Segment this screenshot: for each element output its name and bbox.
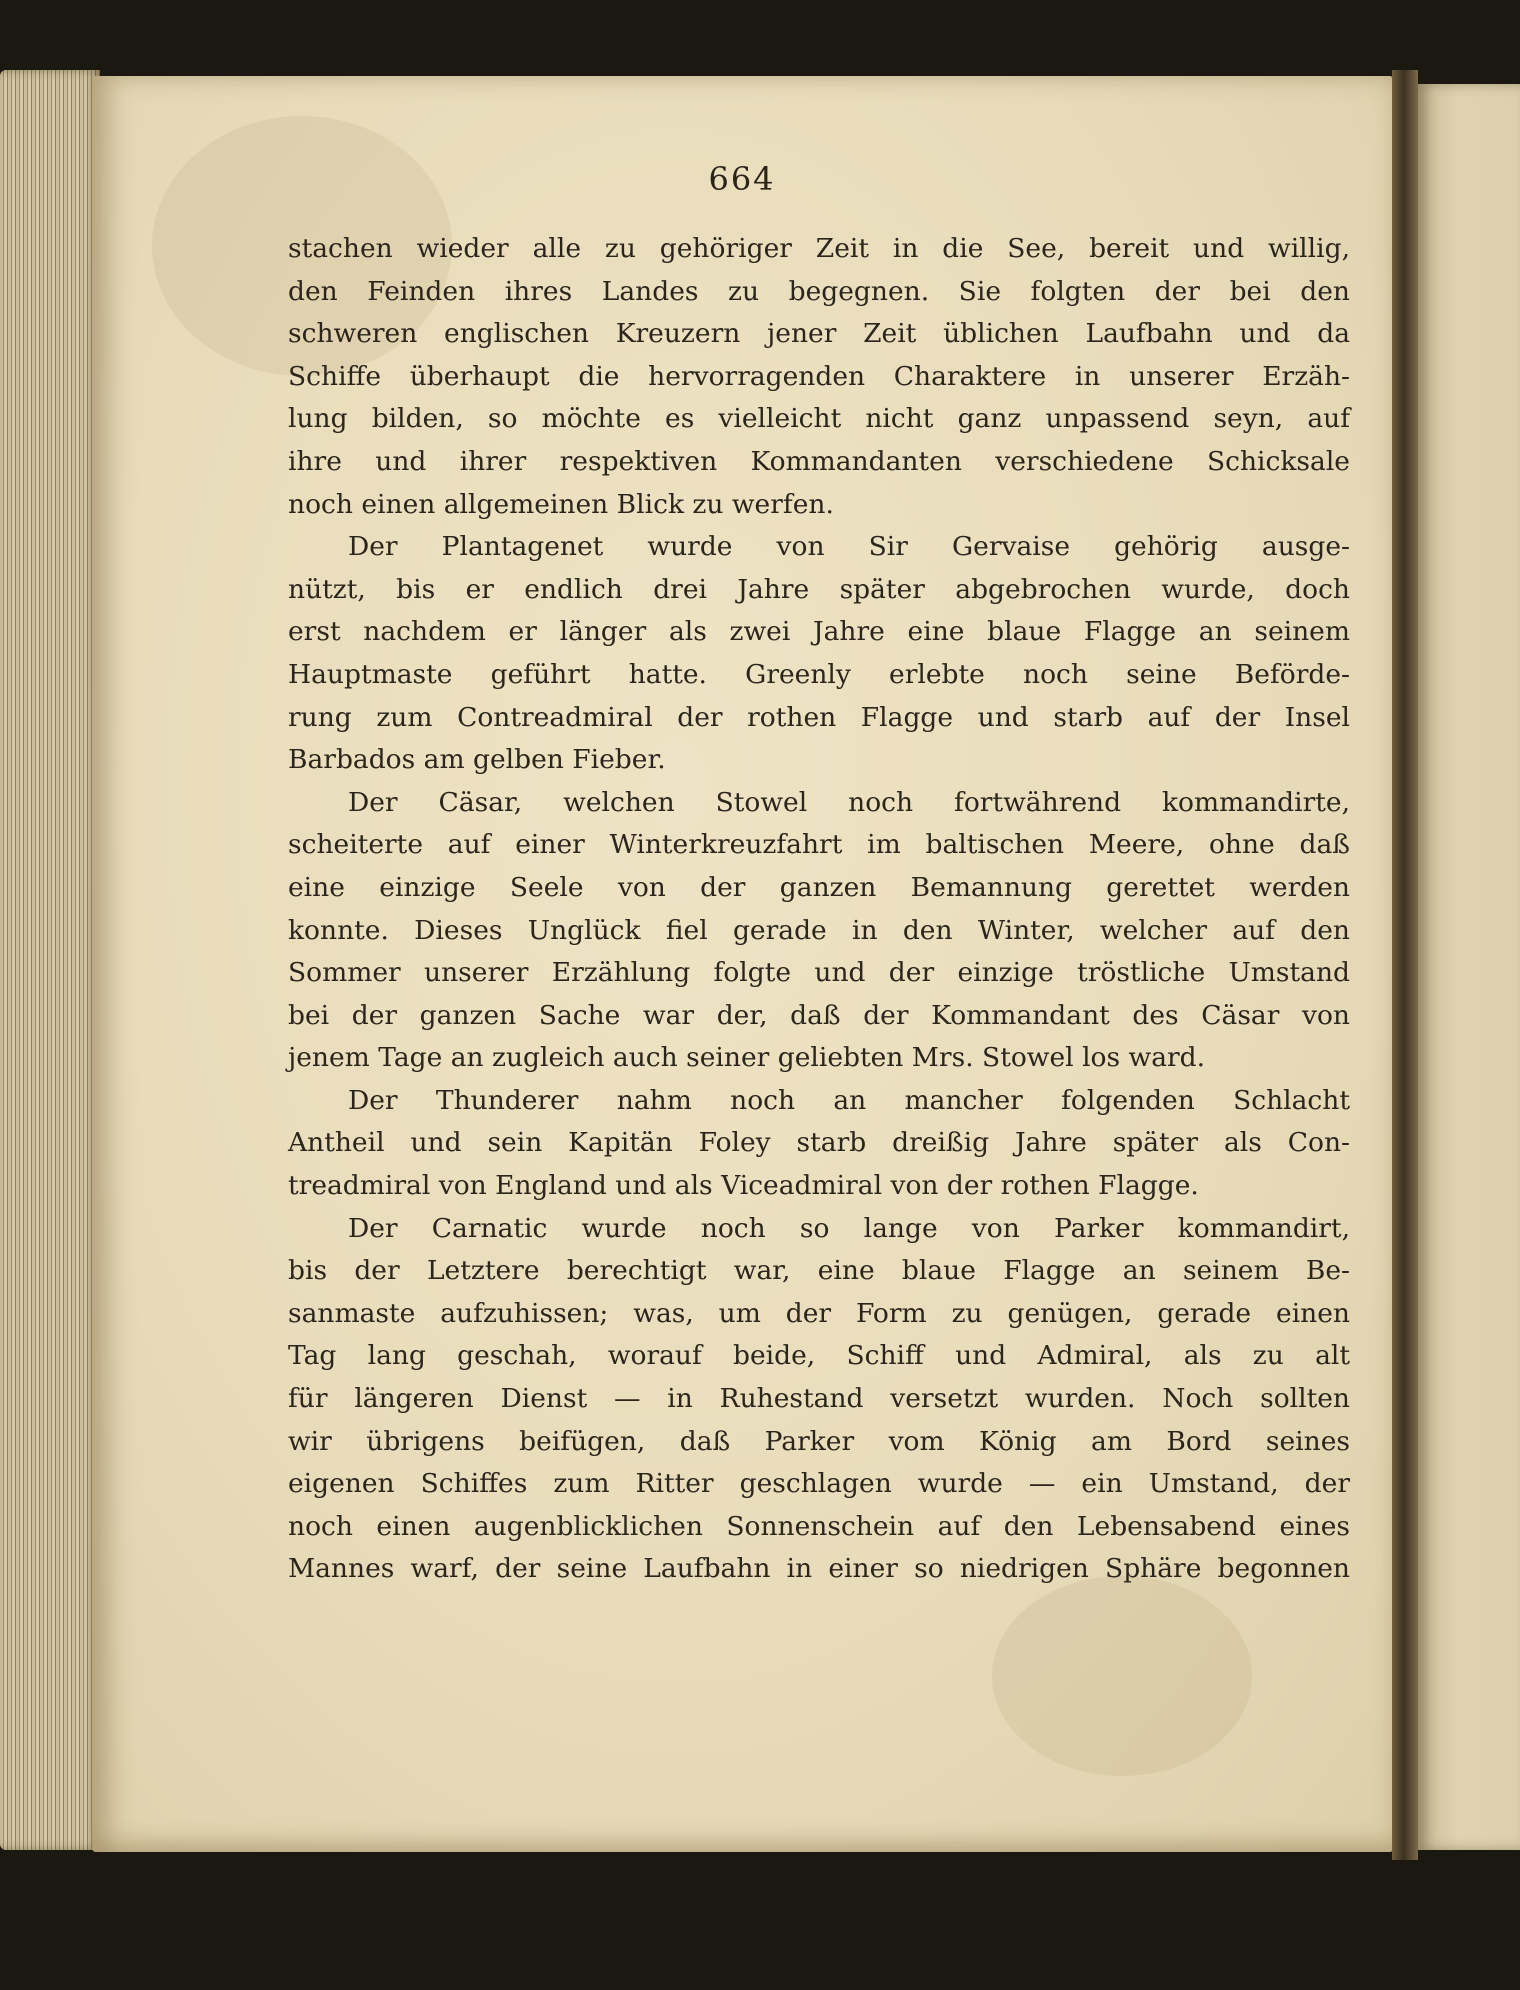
text-line: treadmiral von England und als Viceadmiral von der rothen Flagge. — [288, 1170, 1199, 1202]
text-line: Der Plantagenet wurde von Sir Gervaise gehörig ausge- — [348, 531, 1350, 563]
text-line: erst nachdem er länger als zwei Jahre eine blaue Flagge an seinem — [288, 616, 1350, 648]
text-line: Der Thunderer nahm noch an mancher folgenden Schlacht — [348, 1084, 1350, 1116]
text-line: bei der ganzen Sache war der, daß der Kommandant des Cäsar von — [288, 999, 1350, 1031]
text-line: stachen wieder alle zu gehöriger Zeit in die See, bereit und willig, — [288, 233, 1350, 264]
facing-page-edge — [1418, 84, 1520, 1850]
book-page — [92, 76, 1392, 1852]
body-text — [288, 228, 1350, 1591]
text-line: rung zum Contreadmiral der rothen Flagge und starb auf der Insel — [288, 701, 1350, 733]
text-line: Sommer unserer Erzählung folgte und der einzige tröstliche Umstand — [288, 957, 1350, 989]
paragraph — [288, 782, 1350, 1080]
text-line: nützt, bis er endlich drei Jahre später abgebrochen wurde, doch — [288, 573, 1350, 605]
text-line: sanmaste aufzuhissen; was, um der Form zu genügen, gerade einen — [288, 1297, 1350, 1329]
text-line: bis der Letztere berechtigt war, eine blaue Flagge an seinem Be- — [288, 1255, 1350, 1287]
text-line: konnte. Dieses Unglück fiel gerade in den Winter, welcher auf den — [288, 914, 1350, 946]
text-line: eine einzige Seele von der ganzen Bemannung gerettet werden — [288, 871, 1350, 903]
text-line: den Feinden ihres Landes zu begegnen. Sie folgten der bei den — [288, 275, 1350, 307]
text-line: für längeren Dienst — in Ruhestand versetzt wurden. Noch sollten — [288, 1383, 1350, 1415]
text-line: schweren englischen Kreuzern jener Zeit üblichen Laufbahn und da — [288, 318, 1350, 350]
text-line: ihre und ihrer respektiven Kommandanten verschiedene Schicksale — [288, 445, 1350, 477]
paragraph — [288, 526, 1350, 782]
text-line: noch einen allgemeinen Blick zu werfen. — [288, 488, 834, 520]
paragraph — [288, 1208, 1350, 1591]
text-line: eigenen Schiffes zum Ritter geschlagen wurde — ein Umstand, der — [288, 1468, 1350, 1500]
text-line: Tag lang geschah, worauf beide, Schiff und Admiral, als zu alt — [288, 1340, 1350, 1372]
text-line: lung bilden, so möchte es vielleicht nicht ganz unpassend seyn, auf — [288, 403, 1350, 435]
text-line: Mannes warf, der seine Laufbahn in einer so niedrigen Sphäre begonnen — [288, 1553, 1350, 1585]
book-gutter — [1392, 70, 1418, 1860]
text-line: jenem Tage an zugleich auch seiner geliebten Mrs. Stowel los ward. — [288, 1042, 1206, 1074]
text-line: Antheil und sein Kapitän Foley starb dreißig Jahre später als Con- — [288, 1127, 1350, 1159]
book-page-edges — [0, 70, 100, 1850]
paragraph — [288, 1080, 1350, 1208]
text-line: noch einen augenblicklichen Sonnenschein auf den Lebensabend eines — [288, 1510, 1350, 1542]
text-line: wir übrigens beifügen, daß Parker vom König am Bord seines — [288, 1425, 1350, 1457]
text-line: Barbados am gelben Fieber. — [288, 744, 666, 776]
text-line: Der Cäsar, welchen Stowel noch fortwährend kommandirte, — [348, 786, 1350, 818]
text-line: Der Carnatic wurde noch so lange von Parker kommandirt, — [348, 1212, 1350, 1244]
text-line: Schiffe überhaupt die hervorragenden Charaktere in unserer Erzäh- — [288, 360, 1350, 392]
paper-stain — [992, 1576, 1252, 1776]
text-line: scheiterte auf einer Winterkreuzfahrt im baltischen Meere, ohne daß — [288, 829, 1350, 861]
page-number: 664 — [708, 160, 776, 198]
text-line: Hauptmaste geführt hatte. Greenly erlebte noch seine Beförde- — [288, 658, 1350, 690]
paragraph — [288, 228, 1350, 526]
